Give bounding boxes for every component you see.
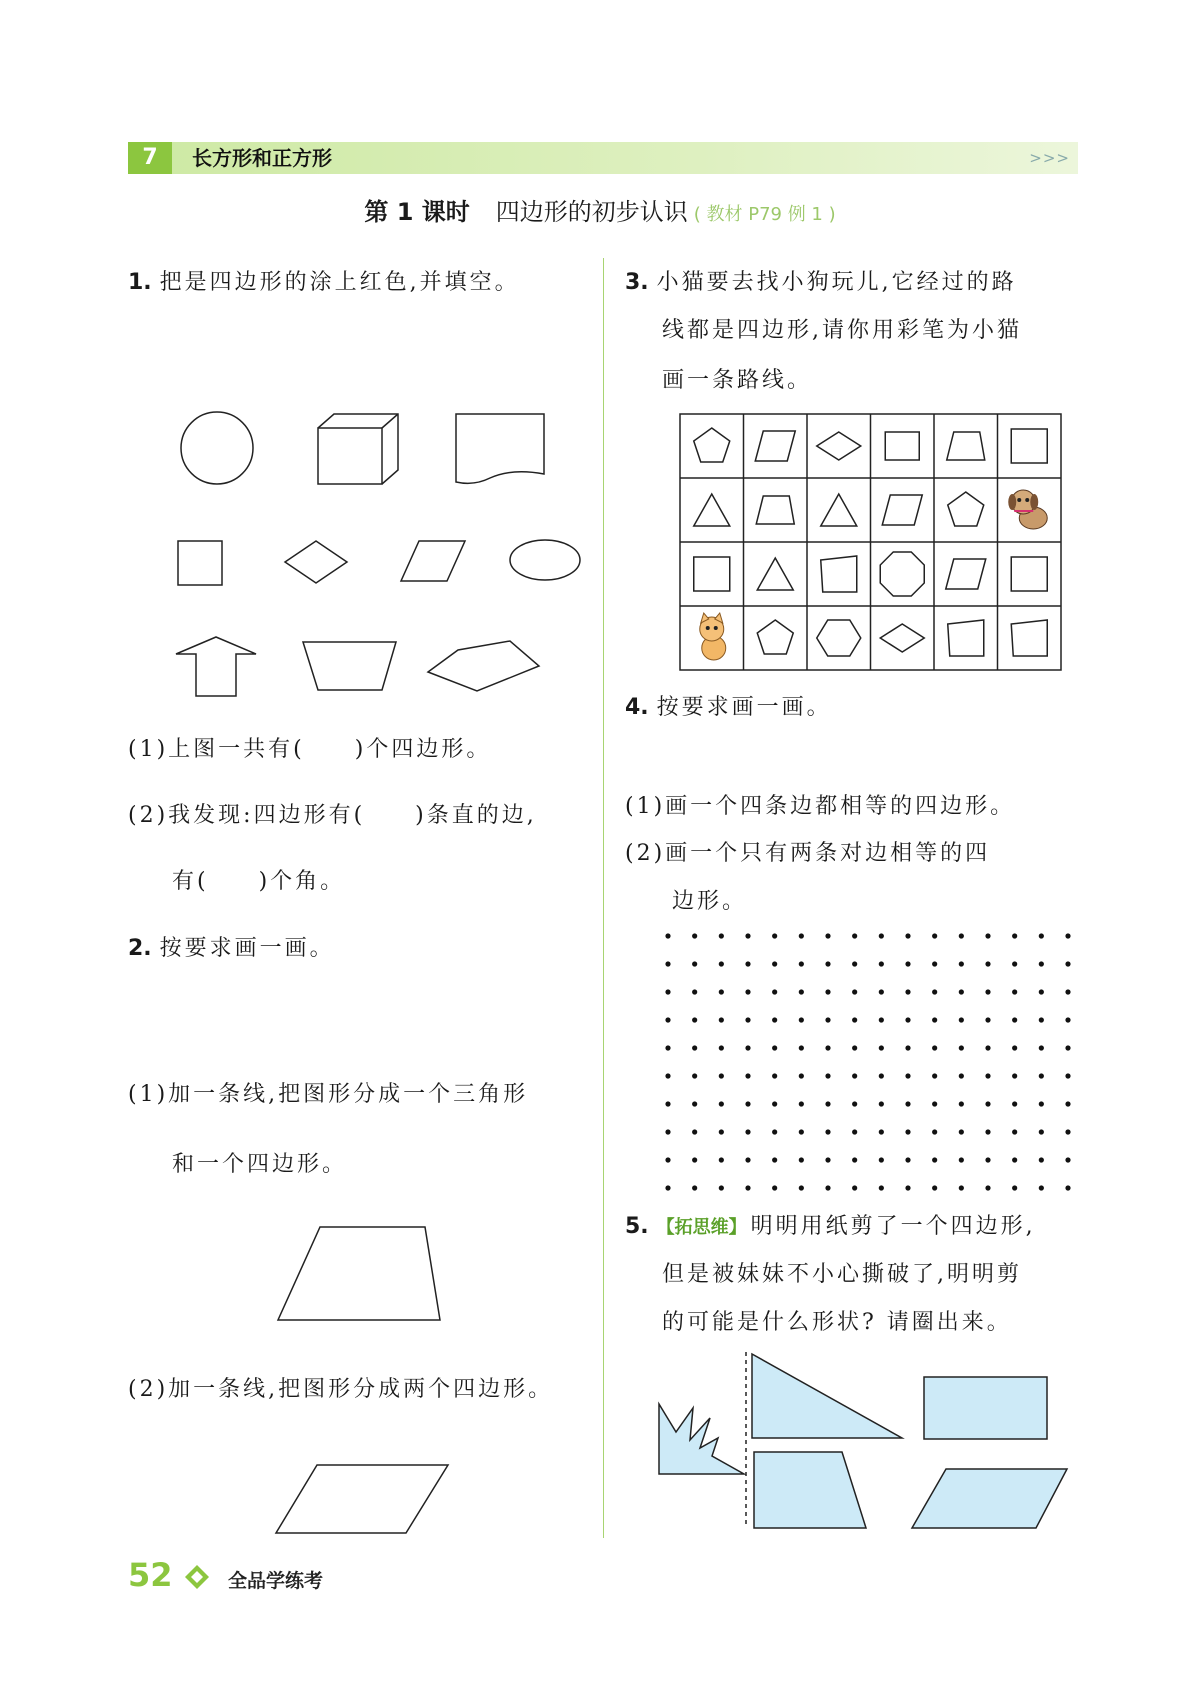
q4-number: 4. (625, 695, 649, 720)
option-trapezoid[interactable] (754, 1452, 866, 1528)
q4-text: 按要求画一画。 (656, 695, 832, 720)
q3-line2: 线都是四边形,请你用彩笔为小猫 (662, 318, 1022, 343)
lesson-label: 第 1 课时 (364, 198, 470, 226)
diamond-icon (184, 1564, 210, 1590)
lesson-name: 四边形的初步认识 (495, 198, 688, 226)
q1-sub1: (1)上图一共有( )个四边形。 (128, 737, 492, 762)
q1-sub2-line1: (2)我发现:四边形有( )条直的边, (128, 803, 537, 828)
option-parallelogram[interactable] (912, 1469, 1067, 1528)
q1-text: 把是四边形的涂上红色,并填空。 (159, 270, 520, 295)
q5-line3: 的可能是什么形状? 请圈出来。 (662, 1310, 1012, 1335)
q2-number: 2. (128, 936, 152, 961)
q5-text-line1: 明明用纸剪了一个四边形, (750, 1214, 1036, 1239)
q2-sub1-line1: (1)加一条线,把图形分成一个三角形 (128, 1082, 529, 1107)
q1-number: 1. (128, 270, 152, 295)
q2-sub1-line2: 和一个四边形。 (172, 1152, 348, 1177)
page-number: 52 (128, 1556, 173, 1594)
footer-brand: 全品学练考 (228, 1570, 324, 1592)
q2-sub2: (2)加一条线,把图形分成两个四边形。 (128, 1377, 554, 1402)
q3-line3: 画一条路线。 (662, 368, 813, 393)
lesson-reference: ( 教材 P79 例 1 ) (693, 204, 836, 225)
option-rectangle[interactable] (924, 1377, 1047, 1439)
chevron-right-icon: >>> (1029, 149, 1070, 167)
q4-sub2-line2: 边形。 (672, 889, 748, 914)
option-triangle[interactable] (752, 1354, 902, 1438)
torn-corner-shape (659, 1404, 744, 1474)
q2-text: 按要求画一画。 (159, 936, 335, 961)
q4-sub2-line1: (2)画一个只有两条对边相等的四 (625, 841, 991, 866)
chapter-number: 7 (128, 142, 172, 174)
q4-sub1: (1)画一个四条边都相等的四边形。 (625, 794, 1016, 819)
q1-sub2-line2: 有( )个角。 (172, 869, 346, 894)
q3-number: 3. (625, 270, 649, 295)
q3-text-line1: 小猫要去找小狗玩儿,它经过的路 (656, 270, 1017, 295)
q5-tag: 【拓思维】 (656, 1217, 747, 1238)
chapter-title: 长方形和正方形 (192, 146, 332, 170)
q5-number: 5. (625, 1214, 649, 1239)
q5-line2: 但是被妹妹不小心撕破了,明明剪 (662, 1262, 1022, 1287)
